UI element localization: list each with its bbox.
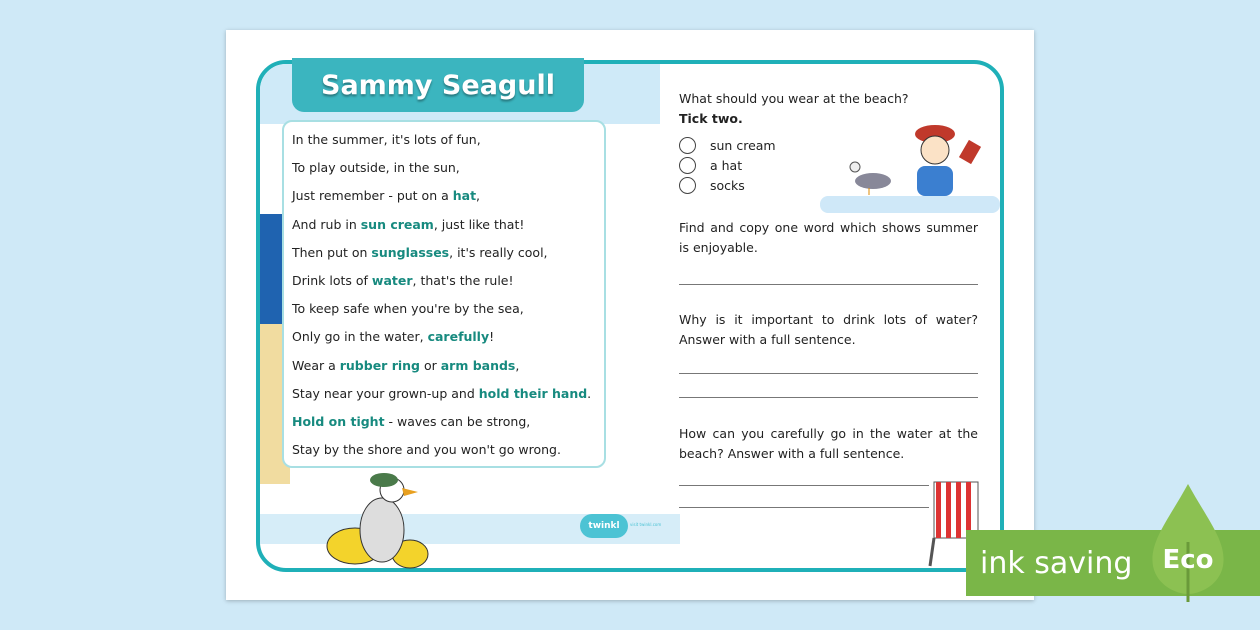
poem-line xyxy=(292,239,604,267)
poem-line xyxy=(292,380,604,408)
poem-keyword: hold their hand xyxy=(478,385,588,401)
poem-text: To keep safe when you're by the sea, xyxy=(292,301,524,317)
tick-circle[interactable] xyxy=(679,157,696,174)
option-label: socks xyxy=(710,178,745,193)
option-hat[interactable] xyxy=(679,157,742,174)
twinkl-logo: twinkl xyxy=(580,514,628,538)
poem-line xyxy=(292,211,604,239)
answer-line[interactable] xyxy=(679,485,929,486)
poem-line xyxy=(292,267,604,295)
poem-text: , that's the rule! xyxy=(412,272,514,288)
poem-text: , it's really cool, xyxy=(449,244,548,260)
answer-line[interactable] xyxy=(679,397,978,398)
poem-text: Stay by the shore and you won't go wrong. xyxy=(292,442,561,458)
poem-text: Drink lots of xyxy=(292,272,372,288)
poem-text: ! xyxy=(489,329,495,345)
question-3: Why is it important to drink lots of water? Answer with a full sentence. xyxy=(679,312,978,347)
answer-line[interactable] xyxy=(679,284,978,285)
seagull-icon xyxy=(845,155,895,197)
tick-circle[interactable] xyxy=(679,177,696,194)
poem-text: Then put on xyxy=(292,244,372,260)
poem-text: Stay near your grown-up and xyxy=(292,385,479,401)
answer-line[interactable] xyxy=(679,373,978,374)
ink-saving-label: ink saving xyxy=(980,545,1133,581)
poem-keyword: carefully xyxy=(427,329,490,345)
poem-keyword: hat xyxy=(452,188,477,204)
poem-keyword: sunglasses xyxy=(371,244,450,260)
poem-line xyxy=(292,182,604,210)
question-2: Find and copy one word which shows summer is enjoyable. xyxy=(679,220,978,255)
poem-line xyxy=(292,352,604,380)
option-sun-cream[interactable] xyxy=(679,137,776,154)
leaf-icon xyxy=(1147,482,1229,602)
poem-text: In the summer, it's lots of fun, xyxy=(292,132,481,147)
poem-text: And rub in xyxy=(292,216,361,232)
poem-line xyxy=(292,436,604,464)
poem-text: Just remember - put on a xyxy=(292,188,453,204)
poem-text: . xyxy=(587,385,592,401)
poem-keyword: arm bands xyxy=(440,357,516,373)
poem-keyword: sun cream xyxy=(360,216,434,232)
poem-text: Only go in the water, xyxy=(292,329,428,345)
poem-line xyxy=(292,323,604,351)
poem-text: - waves can be strong, xyxy=(384,413,531,429)
seagull-with-rubber-ring-icon xyxy=(320,470,430,570)
logo-tagline: visit twinkl.com xyxy=(630,522,662,527)
answer-line[interactable] xyxy=(679,507,929,508)
poem-text: or xyxy=(419,357,441,373)
poem-line xyxy=(292,295,604,323)
question-1-text: What should you wear at the beach? xyxy=(679,91,909,106)
option-socks[interactable] xyxy=(679,177,745,194)
ground-strip-illustration xyxy=(820,196,1000,213)
child-with-hat-icon xyxy=(905,120,985,198)
poem-keyword: rubber ring xyxy=(339,357,420,373)
poem-text: , xyxy=(515,357,520,373)
poem-keyword: water xyxy=(371,272,413,288)
question-4: How can you carefully go in the water at the beach? Answer with a full sentence. xyxy=(679,426,978,461)
option-label: sun cream xyxy=(710,138,776,153)
question-1-instruction: Tick two. xyxy=(679,111,743,126)
poem-keyword: Hold on tight xyxy=(292,413,385,429)
worksheet-title: Sammy Seagull xyxy=(292,58,584,112)
eco-label: Eco xyxy=(1162,545,1214,575)
poem-line xyxy=(292,126,604,154)
option-label: a hat xyxy=(710,158,743,173)
poem-line xyxy=(292,154,604,182)
poem-line xyxy=(292,408,604,436)
poem-text: Wear a xyxy=(292,357,340,373)
tick-circle[interactable] xyxy=(679,137,696,154)
poem-text: To play outside, in the sun, xyxy=(292,160,460,176)
poem-text: , just like that! xyxy=(433,216,525,232)
poem-box xyxy=(282,120,606,468)
poem-text: , xyxy=(476,188,481,204)
